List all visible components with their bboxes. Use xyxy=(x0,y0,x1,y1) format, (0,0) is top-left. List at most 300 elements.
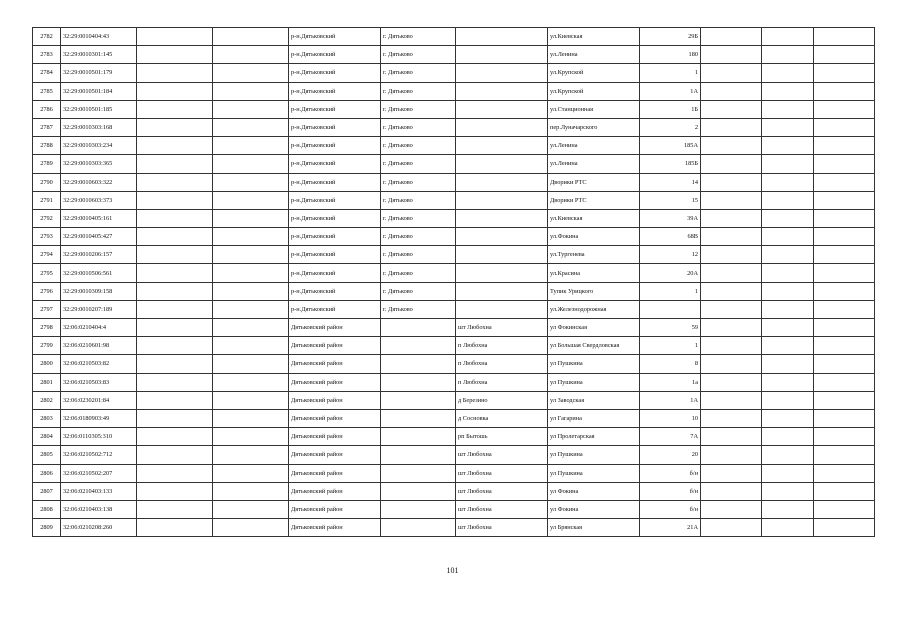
house-number-cell: 7А xyxy=(640,428,701,446)
street-cell: ул.Крупской xyxy=(548,82,640,100)
settlement-cell: шт Любохна xyxy=(456,519,548,537)
empty-cell xyxy=(701,100,762,118)
cadastral-number-cell: 32:29:0010303:234 xyxy=(61,137,137,155)
settlement-cell xyxy=(456,191,548,209)
row-number-cell: 2808 xyxy=(33,500,61,518)
house-number-cell xyxy=(640,300,701,318)
empty-cell xyxy=(762,282,814,300)
city-cell xyxy=(381,391,456,409)
empty-cell xyxy=(213,209,289,227)
empty-cell xyxy=(814,337,875,355)
empty-cell xyxy=(762,82,814,100)
district-cell: р-н.Дятьковский xyxy=(289,246,381,264)
empty-cell xyxy=(213,391,289,409)
street-cell: ул.Киевская xyxy=(548,28,640,46)
district-cell: р-н.Дятьковский xyxy=(289,191,381,209)
empty-cell xyxy=(137,409,213,427)
empty-cell xyxy=(213,300,289,318)
city-cell xyxy=(381,337,456,355)
city-cell xyxy=(381,464,456,482)
city-cell: г. Дятьково xyxy=(381,137,456,155)
table-row xyxy=(33,355,875,373)
empty-cell xyxy=(762,464,814,482)
empty-cell xyxy=(137,118,213,136)
house-number-cell: 180 xyxy=(640,46,701,64)
house-number-cell: 15 xyxy=(640,191,701,209)
settlement-cell: д Березино xyxy=(456,391,548,409)
house-number-cell: 1 xyxy=(640,282,701,300)
empty-cell xyxy=(701,500,762,518)
street-cell: ул.Красина xyxy=(548,264,640,282)
house-number-cell: 68В xyxy=(640,228,701,246)
row-number-cell: 2793 xyxy=(33,228,61,246)
district-cell: Дятьковский район xyxy=(289,337,381,355)
empty-cell xyxy=(762,137,814,155)
settlement-cell xyxy=(456,300,548,318)
empty-cell xyxy=(762,355,814,373)
empty-cell xyxy=(701,300,762,318)
empty-cell xyxy=(814,173,875,191)
empty-cell xyxy=(762,228,814,246)
table-row xyxy=(33,391,875,409)
empty-cell xyxy=(701,118,762,136)
settlement-cell xyxy=(456,155,548,173)
district-cell: р-н.Дятьковский xyxy=(289,82,381,100)
row-number-cell: 2799 xyxy=(33,337,61,355)
cadastral-number-cell: 32:06:0210403:133 xyxy=(61,482,137,500)
empty-cell xyxy=(137,482,213,500)
empty-cell xyxy=(137,428,213,446)
cadastral-number-cell: 32:06:0210404:4 xyxy=(61,319,137,337)
district-cell: р-н.Дятьковский xyxy=(289,64,381,82)
empty-cell xyxy=(762,118,814,136)
empty-cell xyxy=(814,100,875,118)
empty-cell xyxy=(701,519,762,537)
city-cell: г. Дятьково xyxy=(381,82,456,100)
district-cell: р-н.Дятьковский xyxy=(289,118,381,136)
table-row xyxy=(33,28,875,46)
empty-cell xyxy=(762,191,814,209)
settlement-cell xyxy=(456,137,548,155)
district-cell: Дятьковский район xyxy=(289,446,381,464)
empty-cell xyxy=(701,337,762,355)
cadastral-number-cell: 32:29:0010603:322 xyxy=(61,173,137,191)
house-number-cell: 1 xyxy=(640,64,701,82)
street-cell: ул.Фокина xyxy=(548,228,640,246)
empty-cell xyxy=(213,155,289,173)
table-row xyxy=(33,446,875,464)
street-cell: ул Пушкина xyxy=(548,464,640,482)
row-number-cell: 2800 xyxy=(33,355,61,373)
cadastral-number-cell: 32:06:0210503:82 xyxy=(61,355,137,373)
empty-cell xyxy=(213,46,289,64)
settlement-cell xyxy=(456,246,548,264)
cadastral-number-cell: 32:29:0010405:161 xyxy=(61,209,137,227)
district-cell: Дятьковский район xyxy=(289,355,381,373)
cadastral-number-cell: 32:06:0210601:98 xyxy=(61,337,137,355)
street-cell: ул.Железнодорожная xyxy=(548,300,640,318)
settlement-cell: п Любохна xyxy=(456,337,548,355)
empty-cell xyxy=(213,264,289,282)
city-cell xyxy=(381,428,456,446)
empty-cell xyxy=(762,64,814,82)
empty-cell xyxy=(762,446,814,464)
street-cell: ул Фокина xyxy=(548,500,640,518)
empty-cell xyxy=(137,209,213,227)
district-cell: р-н.Дятьковский xyxy=(289,46,381,64)
street-cell: ул Брянская xyxy=(548,519,640,537)
empty-cell xyxy=(701,355,762,373)
row-number-cell: 2796 xyxy=(33,282,61,300)
empty-cell xyxy=(762,155,814,173)
empty-cell xyxy=(213,373,289,391)
empty-cell xyxy=(137,228,213,246)
row-number-cell: 2786 xyxy=(33,100,61,118)
row-number-cell: 2785 xyxy=(33,82,61,100)
empty-cell xyxy=(137,464,213,482)
street-cell: Дворики РТС xyxy=(548,173,640,191)
empty-cell xyxy=(213,137,289,155)
table-row xyxy=(33,482,875,500)
row-number-cell: 2792 xyxy=(33,209,61,227)
row-number-cell: 2787 xyxy=(33,118,61,136)
empty-cell xyxy=(814,228,875,246)
empty-cell xyxy=(213,82,289,100)
empty-cell xyxy=(137,137,213,155)
empty-cell xyxy=(137,155,213,173)
street-cell: ул Пушкина xyxy=(548,355,640,373)
settlement-cell: п Любохна xyxy=(456,373,548,391)
street-cell: ул Заводская xyxy=(548,391,640,409)
row-number-cell: 2795 xyxy=(33,264,61,282)
city-cell: г. Дятьково xyxy=(381,118,456,136)
empty-cell xyxy=(814,464,875,482)
table-row xyxy=(33,337,875,355)
cadastral-number-cell: 32:29:0010206:157 xyxy=(61,246,137,264)
table-row xyxy=(33,282,875,300)
house-number-cell: 2 xyxy=(640,118,701,136)
empty-cell xyxy=(137,28,213,46)
cadastral-number-cell: 32:29:0010603:373 xyxy=(61,191,137,209)
empty-cell xyxy=(814,409,875,427)
empty-cell xyxy=(762,264,814,282)
table-row xyxy=(33,46,875,64)
settlement-cell xyxy=(456,173,548,191)
empty-cell xyxy=(213,100,289,118)
city-cell xyxy=(381,373,456,391)
table-row xyxy=(33,64,875,82)
empty-cell xyxy=(701,137,762,155)
empty-cell xyxy=(701,464,762,482)
city-cell: г. Дятьково xyxy=(381,100,456,118)
cadastral-number-cell: 32:06:0110305:310 xyxy=(61,428,137,446)
house-number-cell: 20 xyxy=(640,446,701,464)
cadastral-number-cell: 32:29:0010501:184 xyxy=(61,82,137,100)
settlement-cell xyxy=(456,28,548,46)
house-number-cell: 8 xyxy=(640,355,701,373)
row-number-cell: 2782 xyxy=(33,28,61,46)
settlement-cell xyxy=(456,209,548,227)
table-row xyxy=(33,373,875,391)
empty-cell xyxy=(814,391,875,409)
cadastral-number-cell: 32:29:0010501:185 xyxy=(61,100,137,118)
district-cell: Дятьковский район xyxy=(289,373,381,391)
empty-cell xyxy=(814,428,875,446)
house-number-cell: б/н xyxy=(640,464,701,482)
empty-cell xyxy=(814,300,875,318)
row-number-cell: 2791 xyxy=(33,191,61,209)
empty-cell xyxy=(814,137,875,155)
cadastral-number-cell: 32:29:0010303:168 xyxy=(61,118,137,136)
empty-cell xyxy=(213,118,289,136)
row-number-cell: 2789 xyxy=(33,155,61,173)
empty-cell xyxy=(137,282,213,300)
house-number-cell: 1Б xyxy=(640,100,701,118)
row-number-cell: 2803 xyxy=(33,409,61,427)
cadastral-number-cell: 32:06:0210502:712 xyxy=(61,446,137,464)
street-cell: ул Фокина xyxy=(548,482,640,500)
cadastral-number-cell: 32:29:0010303:365 xyxy=(61,155,137,173)
row-number-cell: 2809 xyxy=(33,519,61,537)
settlement-cell xyxy=(456,100,548,118)
city-cell: г. Дятьково xyxy=(381,46,456,64)
house-number-cell: б/н xyxy=(640,482,701,500)
row-number-cell: 2806 xyxy=(33,464,61,482)
empty-cell xyxy=(701,228,762,246)
empty-cell xyxy=(814,319,875,337)
empty-cell xyxy=(814,28,875,46)
settlement-cell xyxy=(456,282,548,300)
district-cell: Дятьковский район xyxy=(289,464,381,482)
empty-cell xyxy=(814,373,875,391)
row-number-cell: 2804 xyxy=(33,428,61,446)
table-row xyxy=(33,409,875,427)
empty-cell xyxy=(213,409,289,427)
table-row xyxy=(33,173,875,191)
table-row xyxy=(33,100,875,118)
cadastral-number-cell: 32:06:0210502:207 xyxy=(61,464,137,482)
empty-cell xyxy=(762,500,814,518)
cadastral-number-cell: 32:06:0210503:83 xyxy=(61,373,137,391)
empty-cell xyxy=(137,46,213,64)
empty-cell xyxy=(701,428,762,446)
district-cell: р-н.Дятьковский xyxy=(289,264,381,282)
street-cell: ул.Станционная xyxy=(548,100,640,118)
street-cell: пер.Луначарского xyxy=(548,118,640,136)
cadastral-number-cell: 32:29:0010301:145 xyxy=(61,46,137,64)
empty-cell xyxy=(137,391,213,409)
empty-cell xyxy=(814,82,875,100)
city-cell xyxy=(381,319,456,337)
empty-cell xyxy=(213,282,289,300)
row-number-cell: 2802 xyxy=(33,391,61,409)
empty-cell xyxy=(137,100,213,118)
city-cell xyxy=(381,446,456,464)
cadastral-number-cell: 32:06:0230201:84 xyxy=(61,391,137,409)
street-cell: ул.Ленина xyxy=(548,137,640,155)
house-number-cell: 1а xyxy=(640,373,701,391)
district-cell: р-н.Дятьковский xyxy=(289,28,381,46)
empty-cell xyxy=(701,409,762,427)
empty-cell xyxy=(213,500,289,518)
table-row xyxy=(33,264,875,282)
empty-cell xyxy=(701,64,762,82)
empty-cell xyxy=(814,155,875,173)
settlement-cell xyxy=(456,82,548,100)
city-cell: г. Дятьково xyxy=(381,282,456,300)
table-row xyxy=(33,155,875,173)
city-cell: г. Дятьково xyxy=(381,191,456,209)
empty-cell xyxy=(213,519,289,537)
settlement-cell xyxy=(456,228,548,246)
house-number-cell: 29Б xyxy=(640,28,701,46)
cadastral-number-cell: 32:29:0010404:43 xyxy=(61,28,137,46)
cadastral-number-cell: 32:29:0010309:158 xyxy=(61,282,137,300)
city-cell: г. Дятьково xyxy=(381,300,456,318)
empty-cell xyxy=(814,282,875,300)
city-cell xyxy=(381,500,456,518)
empty-cell xyxy=(137,191,213,209)
city-cell: г. Дятьково xyxy=(381,228,456,246)
empty-cell xyxy=(762,209,814,227)
empty-cell xyxy=(137,446,213,464)
empty-cell xyxy=(213,446,289,464)
empty-cell xyxy=(814,355,875,373)
empty-cell xyxy=(701,46,762,64)
district-cell: р-н.Дятьковский xyxy=(289,300,381,318)
empty-cell xyxy=(762,100,814,118)
empty-cell xyxy=(814,118,875,136)
row-number-cell: 2790 xyxy=(33,173,61,191)
cadastral-number-cell: 32:29:0010506:561 xyxy=(61,264,137,282)
empty-cell xyxy=(137,373,213,391)
registry-table xyxy=(32,27,875,537)
empty-cell xyxy=(701,391,762,409)
row-number-cell: 2807 xyxy=(33,482,61,500)
empty-cell xyxy=(762,391,814,409)
table-row xyxy=(33,519,875,537)
district-cell: р-н.Дятьковский xyxy=(289,100,381,118)
city-cell xyxy=(381,482,456,500)
cadastral-number-cell: 32:29:0010405:427 xyxy=(61,228,137,246)
empty-cell xyxy=(213,482,289,500)
district-cell: р-н.Дятьковский xyxy=(289,173,381,191)
settlement-cell: шт Любохна xyxy=(456,446,548,464)
empty-cell xyxy=(814,209,875,227)
cadastral-number-cell: 32:06:0210208:260 xyxy=(61,519,137,537)
empty-cell xyxy=(814,482,875,500)
empty-cell xyxy=(814,519,875,537)
settlement-cell: шт Любохна xyxy=(456,482,548,500)
empty-cell xyxy=(137,264,213,282)
settlement-cell xyxy=(456,264,548,282)
empty-cell xyxy=(762,319,814,337)
row-number-cell: 2794 xyxy=(33,246,61,264)
cadastral-number-cell: 32:29:0010501:179 xyxy=(61,64,137,82)
row-number-cell: 2798 xyxy=(33,319,61,337)
row-number-cell: 2801 xyxy=(33,373,61,391)
house-number-cell: 20А xyxy=(640,264,701,282)
street-cell: ул Большая Свердловская xyxy=(548,337,640,355)
empty-cell xyxy=(814,264,875,282)
empty-cell xyxy=(762,373,814,391)
district-cell: Дятьковский район xyxy=(289,409,381,427)
house-number-cell: 185А xyxy=(640,137,701,155)
registry-body xyxy=(33,28,875,537)
street-cell: ул Пушкина xyxy=(548,373,640,391)
empty-cell xyxy=(701,191,762,209)
empty-cell xyxy=(213,319,289,337)
city-cell: г. Дятьково xyxy=(381,28,456,46)
district-cell: р-н.Дятьковский xyxy=(289,137,381,155)
table-row xyxy=(33,300,875,318)
empty-cell xyxy=(762,46,814,64)
district-cell: Дятьковский район xyxy=(289,391,381,409)
row-number-cell: 2783 xyxy=(33,46,61,64)
empty-cell xyxy=(762,300,814,318)
settlement-cell: рп Бытошь xyxy=(456,428,548,446)
empty-cell xyxy=(213,355,289,373)
district-cell: р-н.Дятьковский xyxy=(289,155,381,173)
empty-cell xyxy=(137,355,213,373)
empty-cell xyxy=(137,300,213,318)
table-row xyxy=(33,191,875,209)
empty-cell xyxy=(762,337,814,355)
city-cell xyxy=(381,355,456,373)
street-cell: ул.Ленина xyxy=(548,155,640,173)
city-cell xyxy=(381,409,456,427)
empty-cell xyxy=(701,282,762,300)
empty-cell xyxy=(213,464,289,482)
empty-cell xyxy=(762,28,814,46)
empty-cell xyxy=(701,28,762,46)
table-row xyxy=(33,209,875,227)
city-cell: г. Дятьково xyxy=(381,209,456,227)
city-cell: г. Дятьково xyxy=(381,173,456,191)
empty-cell xyxy=(701,173,762,191)
house-number-cell: 14 xyxy=(640,173,701,191)
house-number-cell: 59 xyxy=(640,319,701,337)
empty-cell xyxy=(137,173,213,191)
empty-cell xyxy=(701,246,762,264)
row-number-cell: 2784 xyxy=(33,64,61,82)
empty-cell xyxy=(213,337,289,355)
settlement-cell: шт Любохна xyxy=(456,464,548,482)
empty-cell xyxy=(814,446,875,464)
row-number-cell: 2797 xyxy=(33,300,61,318)
house-number-cell: 21А xyxy=(640,519,701,537)
district-cell: р-н.Дятьковский xyxy=(289,282,381,300)
city-cell: г. Дятьково xyxy=(381,246,456,264)
empty-cell xyxy=(213,228,289,246)
settlement-cell: шт Любохна xyxy=(456,500,548,518)
district-cell: р-н.Дятьковский xyxy=(289,228,381,246)
empty-cell xyxy=(213,428,289,446)
empty-cell xyxy=(701,155,762,173)
city-cell: г. Дятьково xyxy=(381,155,456,173)
empty-cell xyxy=(137,64,213,82)
empty-cell xyxy=(137,246,213,264)
street-cell: Дворики РТС xyxy=(548,191,640,209)
empty-cell xyxy=(213,173,289,191)
house-number-cell: 39А xyxy=(640,209,701,227)
empty-cell xyxy=(213,64,289,82)
street-cell: ул Пушкина xyxy=(548,446,640,464)
table-row xyxy=(33,464,875,482)
table-row xyxy=(33,118,875,136)
district-cell: Дятьковский район xyxy=(289,428,381,446)
district-cell: р-н.Дятьковский xyxy=(289,209,381,227)
